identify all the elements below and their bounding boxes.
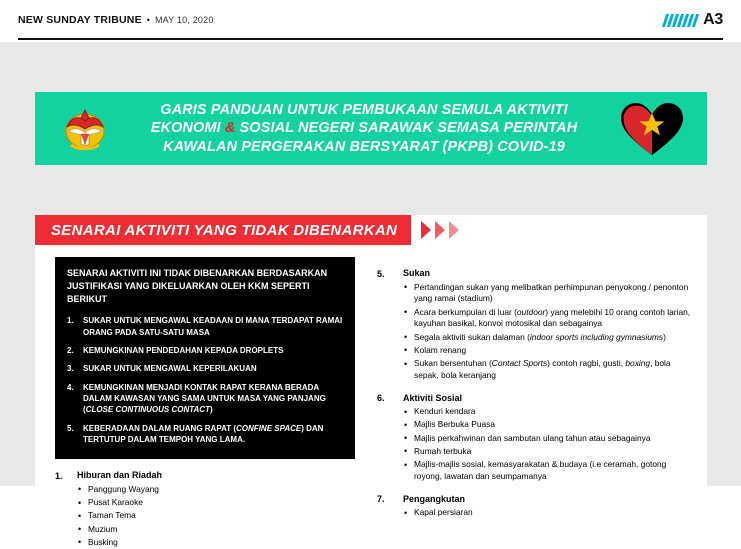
section-number: 5.	[377, 268, 385, 279]
guideline-title-ampersand: &	[224, 120, 236, 137]
list-item: • Panggung Wayang	[77, 484, 355, 496]
list-item: • Pertandingan sukan yang melibatkan perhimpunan penyokong / penonton yang ramai (stadium)	[403, 282, 695, 306]
justification-item-number: 4.	[67, 382, 74, 392]
justification-item-text: SUKAR UNTUK MENGAWAL KEADAAN DI MANA TERDAPAT RAMAI ORANG PADA SATU-SATU MASA	[83, 316, 343, 337]
decorative-bars-icon	[664, 14, 697, 27]
guideline-title	[113, 101, 613, 156]
masthead	[0, 0, 741, 40]
justification-item	[67, 363, 343, 374]
section-title: Aktiviti Sosial	[403, 392, 463, 403]
justification-item	[67, 423, 343, 446]
justification-item	[67, 382, 343, 416]
guideline-title-line2a: EKONOMI	[150, 120, 225, 137]
masthead-divider	[18, 38, 723, 40]
justification-item-number: 1.	[67, 316, 74, 326]
guideline-title-line2b: SOSIAL NEGERI SARAWAK SEMASA PERINTAH	[235, 120, 578, 137]
justification-item-text: KEMUNGKINAN PENDEDAHAN KEPADA DROPLETS	[83, 345, 284, 355]
section-aktiviti-sosial-body	[377, 406, 695, 483]
list-item: • Muzium	[77, 524, 355, 536]
list-item: • Majlis perkahwinan dan sambutan ulang tahun atau sebagainya	[403, 433, 695, 445]
section-banner-label: SENARAI AKTIVITI YANG TIDAK DIBENARKAN	[35, 215, 411, 245]
list-item: • Busking	[77, 537, 355, 549]
bullet-list	[403, 507, 695, 519]
justification-item-text: SUKAR UNTUK MENGAWAL KEPERILAKUAN	[83, 364, 257, 374]
column-right	[377, 257, 695, 518]
list-item: • Majlis-majlis sosial, kemasyarakatan & budaya (i.e ceramah, gotong royong, lawatan dan seumpamanya	[403, 459, 695, 483]
section-aktiviti-sosial	[377, 393, 695, 404]
section-hiburan-dan-riadah	[55, 470, 355, 481]
masthead-separator: •	[146, 15, 150, 25]
section-title: Pengangkutan	[403, 493, 466, 504]
publication-title: NEW SUNDAY TRIBUNE	[18, 14, 142, 26]
page-body	[0, 42, 741, 547]
section-sukan	[377, 268, 695, 279]
section-pengangkutan-body	[377, 507, 695, 519]
sarawak-coat-of-arms-icon	[57, 101, 113, 157]
list-item: • Kolam renang	[403, 345, 695, 357]
guideline-title-line1: GARIS PANDUAN UNTUK PEMBUKAAN SEMULA AKTIVITI	[160, 102, 568, 119]
bullet-list	[403, 406, 695, 483]
publication-date: MAY 10, 2020	[154, 15, 214, 25]
list-item: • Taman Tema	[77, 510, 355, 522]
bullet-list	[403, 282, 695, 382]
bullet-list	[77, 484, 355, 549]
list-item: • Acara berkumpulan di luar (outdoor) yang melebihi 10 orang contoh larian, kayuhan basikal, konvoi motosikal dan sebagainya	[403, 307, 695, 331]
justification-box	[55, 257, 355, 459]
section-number: 6.	[377, 393, 385, 404]
justification-item-number: 2.	[67, 345, 74, 355]
chevron-arrows-icon	[411, 215, 459, 245]
section-hiburan-body	[55, 484, 355, 549]
section-number: 1.	[55, 470, 63, 481]
list-item: • Kapal persiaran	[403, 507, 695, 519]
list-item: • Rumah terbuka	[403, 446, 695, 458]
justification-item-text: KEBERADAAN DALAM RUANG RAPAT (CONFINE SPACE) DAN TERTUTUP DALAM TEMPOH YANG LAMA.	[83, 423, 324, 445]
masthead-page-marker	[664, 11, 723, 29]
article-columns	[55, 257, 695, 547]
column-left	[55, 257, 355, 547]
section-title: Hiburan dan Riadah	[77, 470, 163, 481]
list-item: • Pusat Karaoke	[77, 497, 355, 509]
section-banner	[35, 215, 707, 245]
justification-item-number: 3.	[67, 364, 74, 374]
list-item: • Kenduri kendara	[403, 406, 695, 418]
section-number: 7.	[377, 494, 385, 505]
section-sukan-body	[377, 282, 695, 382]
guideline-title-line3: KAWALAN PERGERAKAN BERSYARAT (PKPB) COVID-19	[163, 138, 565, 155]
sarawak-heart-flag-icon	[613, 100, 691, 158]
guideline-header-panel	[35, 92, 707, 165]
list-item: • Sukan bersentuhan (Contact Sports) contoh ragbi, gusti, boxing, bola sepak, bola keranjang	[403, 358, 695, 382]
justification-item	[67, 345, 343, 356]
justification-item	[67, 315, 343, 338]
page-number: A3	[703, 11, 723, 28]
section-title: Sukan	[403, 268, 431, 278]
justification-item-text: KEMUNGKINAN MENJADI KONTAK RAPAT KERANA BERADA DALAM KAWASAN YANG SAMA UNTUK MASA YANG PANJANG (CLOSE CONTINUOUS CONTACT)	[83, 382, 326, 415]
section-pengangkutan	[377, 494, 695, 505]
list-item: • Majlis Berbuka Puasa	[403, 419, 695, 431]
justification-title: SENARAI AKTIVITI INI TIDAK DIBENARKAN BERDASARKAN JUSTIFIKASI YANG DIKELUARKAN OLEH KKM SEPERTI BERIKUT	[67, 268, 328, 305]
justification-item-number: 5.	[67, 423, 74, 433]
list-item: • Segala aktiviti sukan dalaman (indoor sports including gymnasiums)	[403, 332, 695, 344]
